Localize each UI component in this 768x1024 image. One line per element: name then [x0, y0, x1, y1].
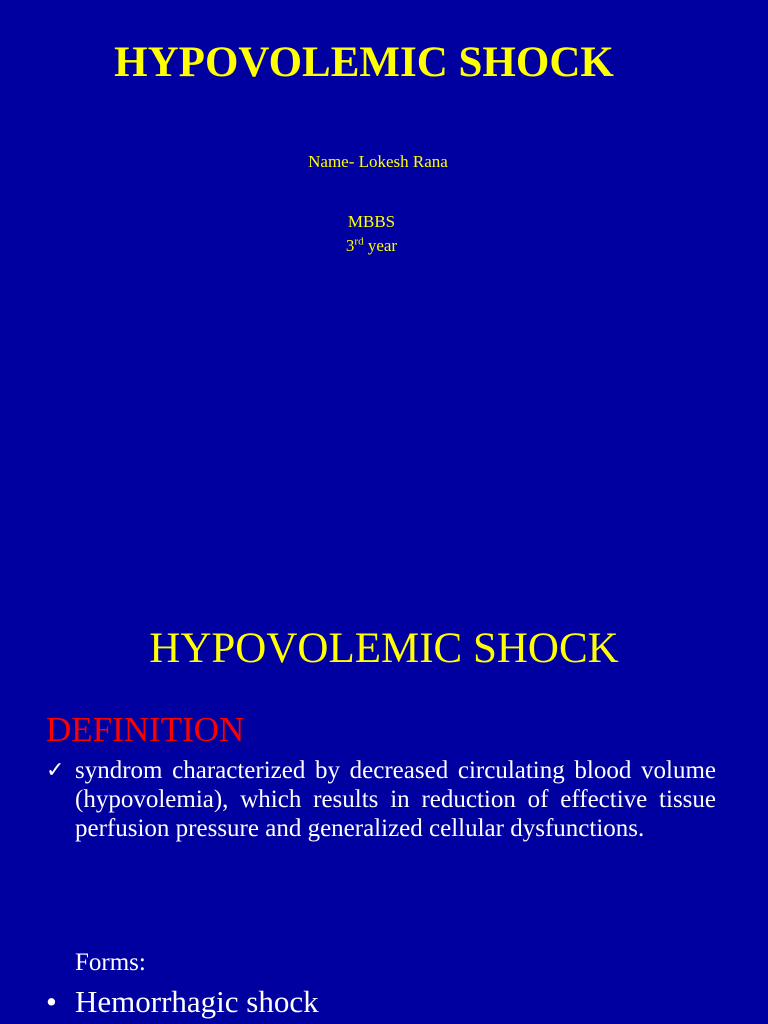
- bullet-dot-icon: •: [46, 984, 57, 1019]
- definition-text: syndrom characterized by decreased circulating blood volume (hypovolemia), which results in reduction of effective tissue perfusion pressure and generalized cellular dysfunctions.: [75, 757, 716, 842]
- definition-heading: DEFINITION: [46, 710, 245, 749]
- degree-label: MBBS: [347, 212, 396, 231]
- definition-slide: [0, 576, 768, 1024]
- author-course: [0, 210, 743, 258]
- author-name: Name- Lokesh Rana: [308, 152, 448, 171]
- check-icon: ✓: [46, 758, 65, 783]
- forms-list: [46, 982, 319, 1022]
- list-item: [46, 982, 319, 1022]
- list-item-label: Hemorrhagic shock: [75, 984, 319, 1019]
- definition-bullet: [46, 756, 716, 843]
- slide-title: HYPOVOLEMIC SHOCK: [114, 39, 614, 86]
- year-number: 3: [345, 236, 355, 255]
- forms-label: Forms:: [75, 949, 146, 976]
- year-word: year: [363, 236, 398, 255]
- year-label: [0, 234, 743, 258]
- year-suffix: rd: [354, 235, 364, 248]
- slide-title: HYPOVOLEMIC SHOCK: [149, 625, 619, 672]
